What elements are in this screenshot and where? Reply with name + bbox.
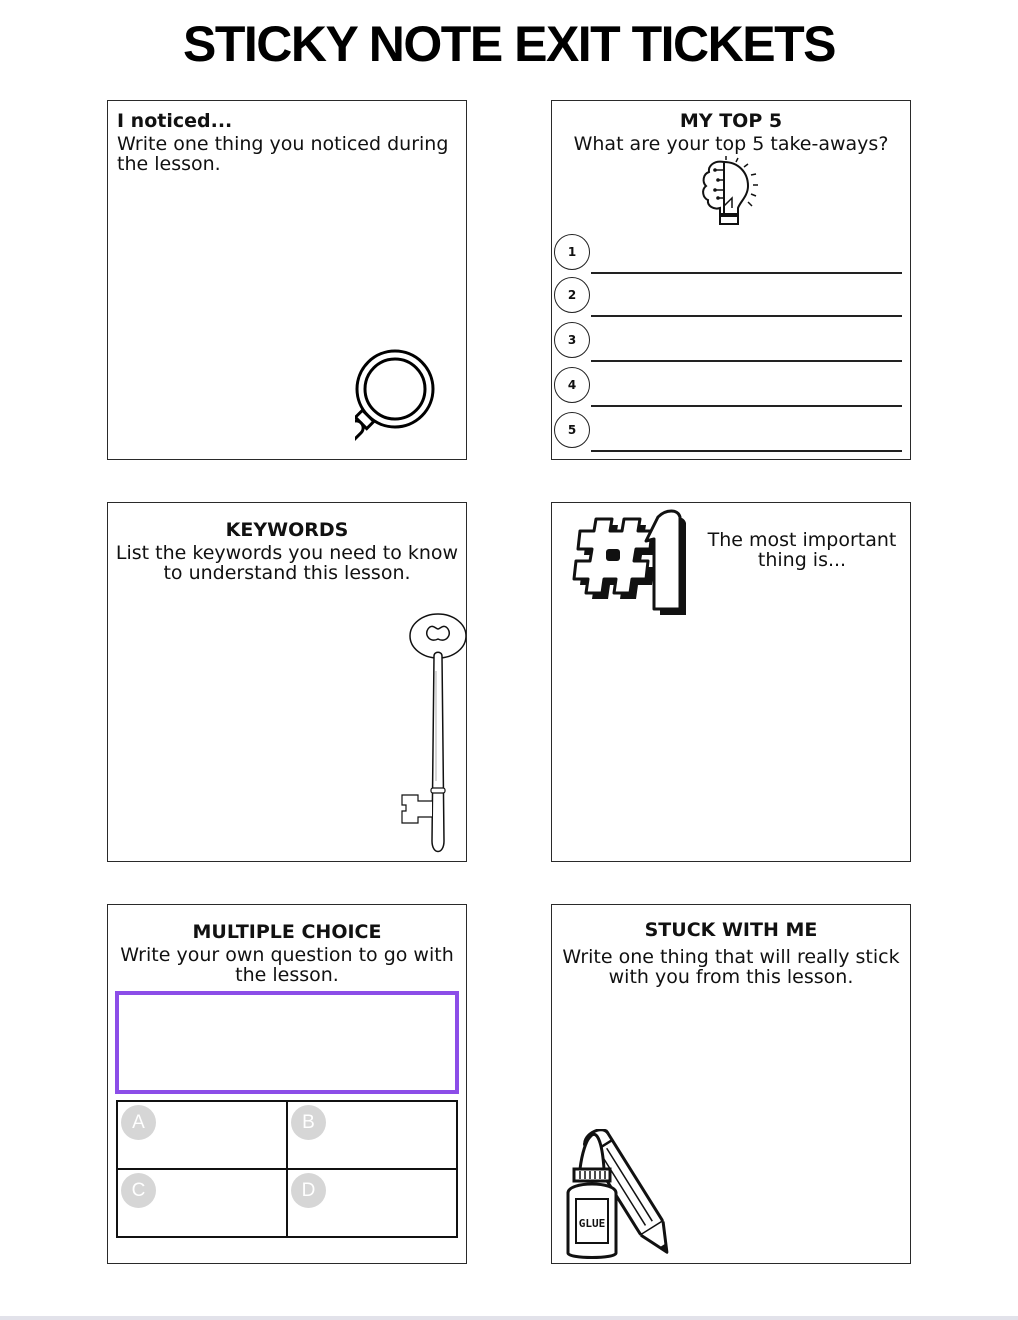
card-heading: KEYWORDS xyxy=(225,519,349,541)
magnifying-glass-icon xyxy=(355,349,467,460)
page-title: STICKY NOTE EXIT TICKETS xyxy=(182,16,836,72)
card-heading: MY TOP 5 xyxy=(679,110,783,132)
answer-line[interactable] xyxy=(591,405,902,407)
list-item xyxy=(554,234,904,278)
number-badge: 1 xyxy=(554,234,590,270)
answer-line[interactable] xyxy=(591,272,902,274)
option-badge: B xyxy=(291,1105,326,1140)
card-i-noticed xyxy=(107,100,467,460)
option-cell-c[interactable] xyxy=(117,1169,287,1237)
page-bottom-edge xyxy=(0,1316,1018,1320)
card-heading: MULTIPLE CHOICE xyxy=(192,921,382,943)
card-prompt: What are your top 5 take-aways? xyxy=(573,133,889,155)
list-item xyxy=(554,322,904,366)
card-heading: STUCK WITH ME xyxy=(644,919,818,941)
question-input-box[interactable] xyxy=(115,991,459,1094)
glue-and-pencil-icon xyxy=(560,1129,700,1264)
option-cell-a[interactable] xyxy=(117,1101,287,1169)
card-heading: I noticed... xyxy=(117,110,233,132)
card-prompt: List the keywords you need to know to understand this lesson. xyxy=(115,542,459,584)
card-keywords xyxy=(107,502,467,862)
answer-line[interactable] xyxy=(591,360,902,362)
list-item xyxy=(554,277,904,321)
option-cell-b[interactable] xyxy=(287,1101,457,1169)
answer-line[interactable] xyxy=(591,315,902,317)
number-badge: 5 xyxy=(554,412,590,448)
card-multiple-choice xyxy=(107,904,467,1264)
skeleton-key-icon xyxy=(396,611,466,860)
option-cell-d[interactable] xyxy=(287,1169,457,1237)
number-badge: 4 xyxy=(554,367,590,403)
card-stuck-with-me xyxy=(551,904,911,1264)
option-badge: D xyxy=(291,1173,326,1208)
hash-one-icon xyxy=(562,509,704,635)
option-badge: C xyxy=(121,1173,156,1208)
list-item xyxy=(554,367,904,411)
glue-label: GLUE xyxy=(578,1217,606,1230)
card-prompt: The most important thing is... xyxy=(707,529,897,571)
card-prompt: Write one thing you noticed during the lesson. xyxy=(117,133,449,175)
card-prompt: Write one thing that will really stick with you from this lesson. xyxy=(562,946,900,988)
option-badge: A xyxy=(121,1105,156,1140)
card-prompt: Write your own question to go with the lesson. xyxy=(120,944,454,986)
number-badge: 3 xyxy=(554,322,590,358)
card-most-important xyxy=(551,502,911,862)
answer-options-grid xyxy=(116,1100,458,1238)
brain-lightbulb-icon xyxy=(696,156,760,230)
list-item xyxy=(554,412,904,456)
number-badge: 2 xyxy=(554,277,590,313)
card-my-top-5 xyxy=(551,100,911,460)
answer-line[interactable] xyxy=(591,450,902,452)
